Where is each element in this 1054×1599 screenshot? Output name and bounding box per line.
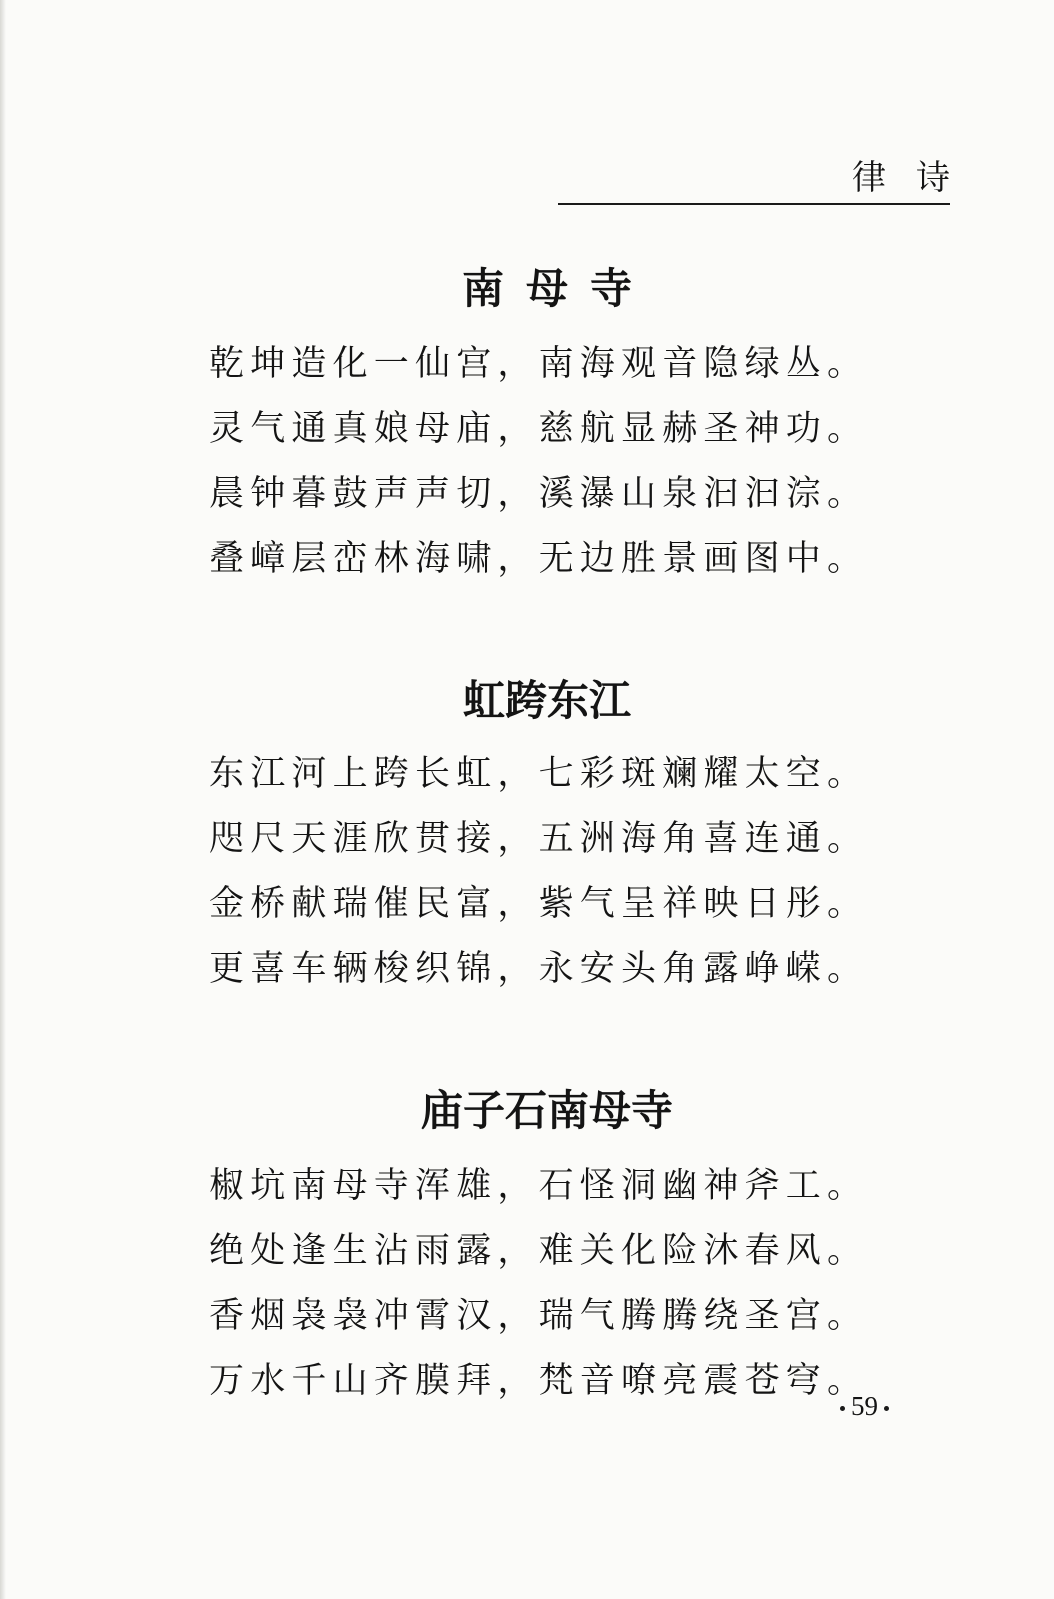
poem-lines	[209, 1154, 868, 1414]
poem-line: 晨钟暮鼓声声切，溪瀑山泉汩汩淙。	[209, 474, 869, 514]
poem-title: 庙子石南母寺	[420, 1086, 673, 1135]
page-edge	[0, 0, 6, 1599]
poem-line: 叠嶂层峦林海啸，无边胜景画图中。	[209, 539, 869, 579]
poem-line: 香烟袅袅冲霄汉，瑞气腾腾绕圣宫。	[209, 1296, 869, 1336]
header-rule	[558, 203, 950, 205]
poem-3	[0, 1086, 1054, 1401]
page-number	[834, 1390, 895, 1422]
poem-line: 万水千山齐膜拜，梵音嘹亮震苍穹。	[209, 1361, 869, 1401]
poem-line: 绝处逢生沾雨露，难关化险沐春风。	[209, 1231, 869, 1271]
poem-line: 椒坑南母寺浑雄，石怪洞幽神斧工。	[209, 1166, 869, 1206]
poem-line: 咫尺天涯欣贯接，五洲海角喜连通。	[209, 819, 869, 859]
page-number-value: 59	[851, 1391, 878, 1421]
section-header: 律诗	[852, 158, 980, 198]
page-number-left-dot	[840, 1406, 845, 1411]
page-number-right-dot	[884, 1406, 889, 1411]
poem-title: 南母寺	[461, 264, 654, 313]
poem-line: 乾坤造化一仙宫，南海观音隐绿丛。	[209, 344, 869, 384]
poem-lines	[209, 742, 868, 1002]
poem-2	[0, 676, 1054, 989]
poem-1	[0, 264, 1054, 579]
poem-line: 东江河上跨长虹，七彩斑斓耀太空。	[209, 754, 869, 794]
poem-line: 更喜车辆梭织锦，永安头角露峥嵘。	[209, 949, 869, 989]
poem-line: 金桥献瑞催民富，紫气呈祥映日彤。	[209, 884, 869, 924]
poem-lines	[209, 332, 868, 592]
poem-line: 灵气通真娘母庙，慈航显赫圣神功。	[209, 409, 869, 449]
poem-title: 虹跨东江	[462, 676, 631, 725]
